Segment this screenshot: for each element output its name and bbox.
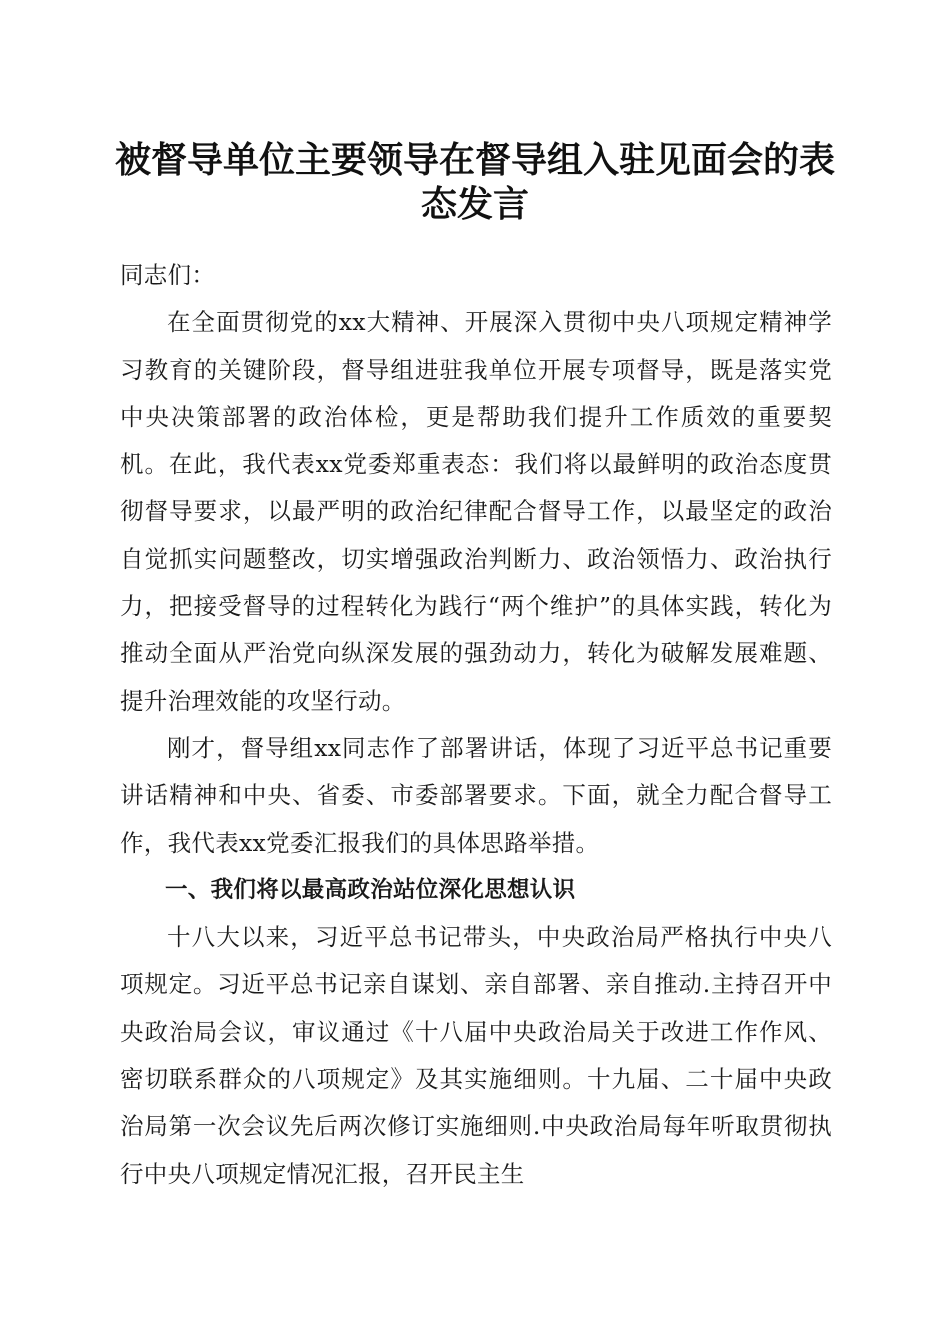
salutation: 同志们：: [120, 261, 216, 289]
paragraph-report: 刚才，督导组xx同志作了部署讲话，体现了习近平总书记重要讲话精神和中央、省委、市委部署要求。下面，就全力配合督导工作，我代表xx党委汇报我们的具体思路举措。: [120, 733, 832, 857]
document-body: [120, 252, 832, 1198]
section-heading: 一、我们将以最高政治站位深化思想认识: [165, 876, 576, 903]
document-title: 被督导单位主要领导在督导组入驻见面会的表态发言: [114, 139, 835, 225]
paragraph-intro: 在全面贯彻党的xx大精神、开展深入贯彻中央八项规定精神学习教育的关键阶段，督导组进驻我单位开展专项督导，既是落实党中央决策部署的政治体检，更是帮助我们提升工作质效的重要契机。在此，我代表xx党委郑重表态：我们将以最鲜明的政治态度贯彻督导要求，以最严明的政治纪律配合督导工作，以最坚定的政治自觉抓实问题整改，切实增强政治判断力、政治领悟力、政治执行力，把接受督导的过程转化为践行“两个维护”的具体实践，转化为推动全面从严治党向纵深发展的强劲动力，转化为破解发展难题、提升治理效能的攻坚行动。: [120, 308, 832, 715]
paragraph-section-1: 十八大以来，习近平总书记带头，中央政治局严格执行中央八项规定。习近平总书记亲自谋划、亲自部署、亲自推动.主持召开中央政治局会议，审议通过《十八届中央政治局关于改进工作作风、密切联系群众的八项规定》及其实施细则。十九届、二十届中央政治局第一次会议先后两次修订实施细则.中央政治局每年听取贯彻执行中央八项规定情况汇报，召开民主生: [120, 923, 832, 1188]
